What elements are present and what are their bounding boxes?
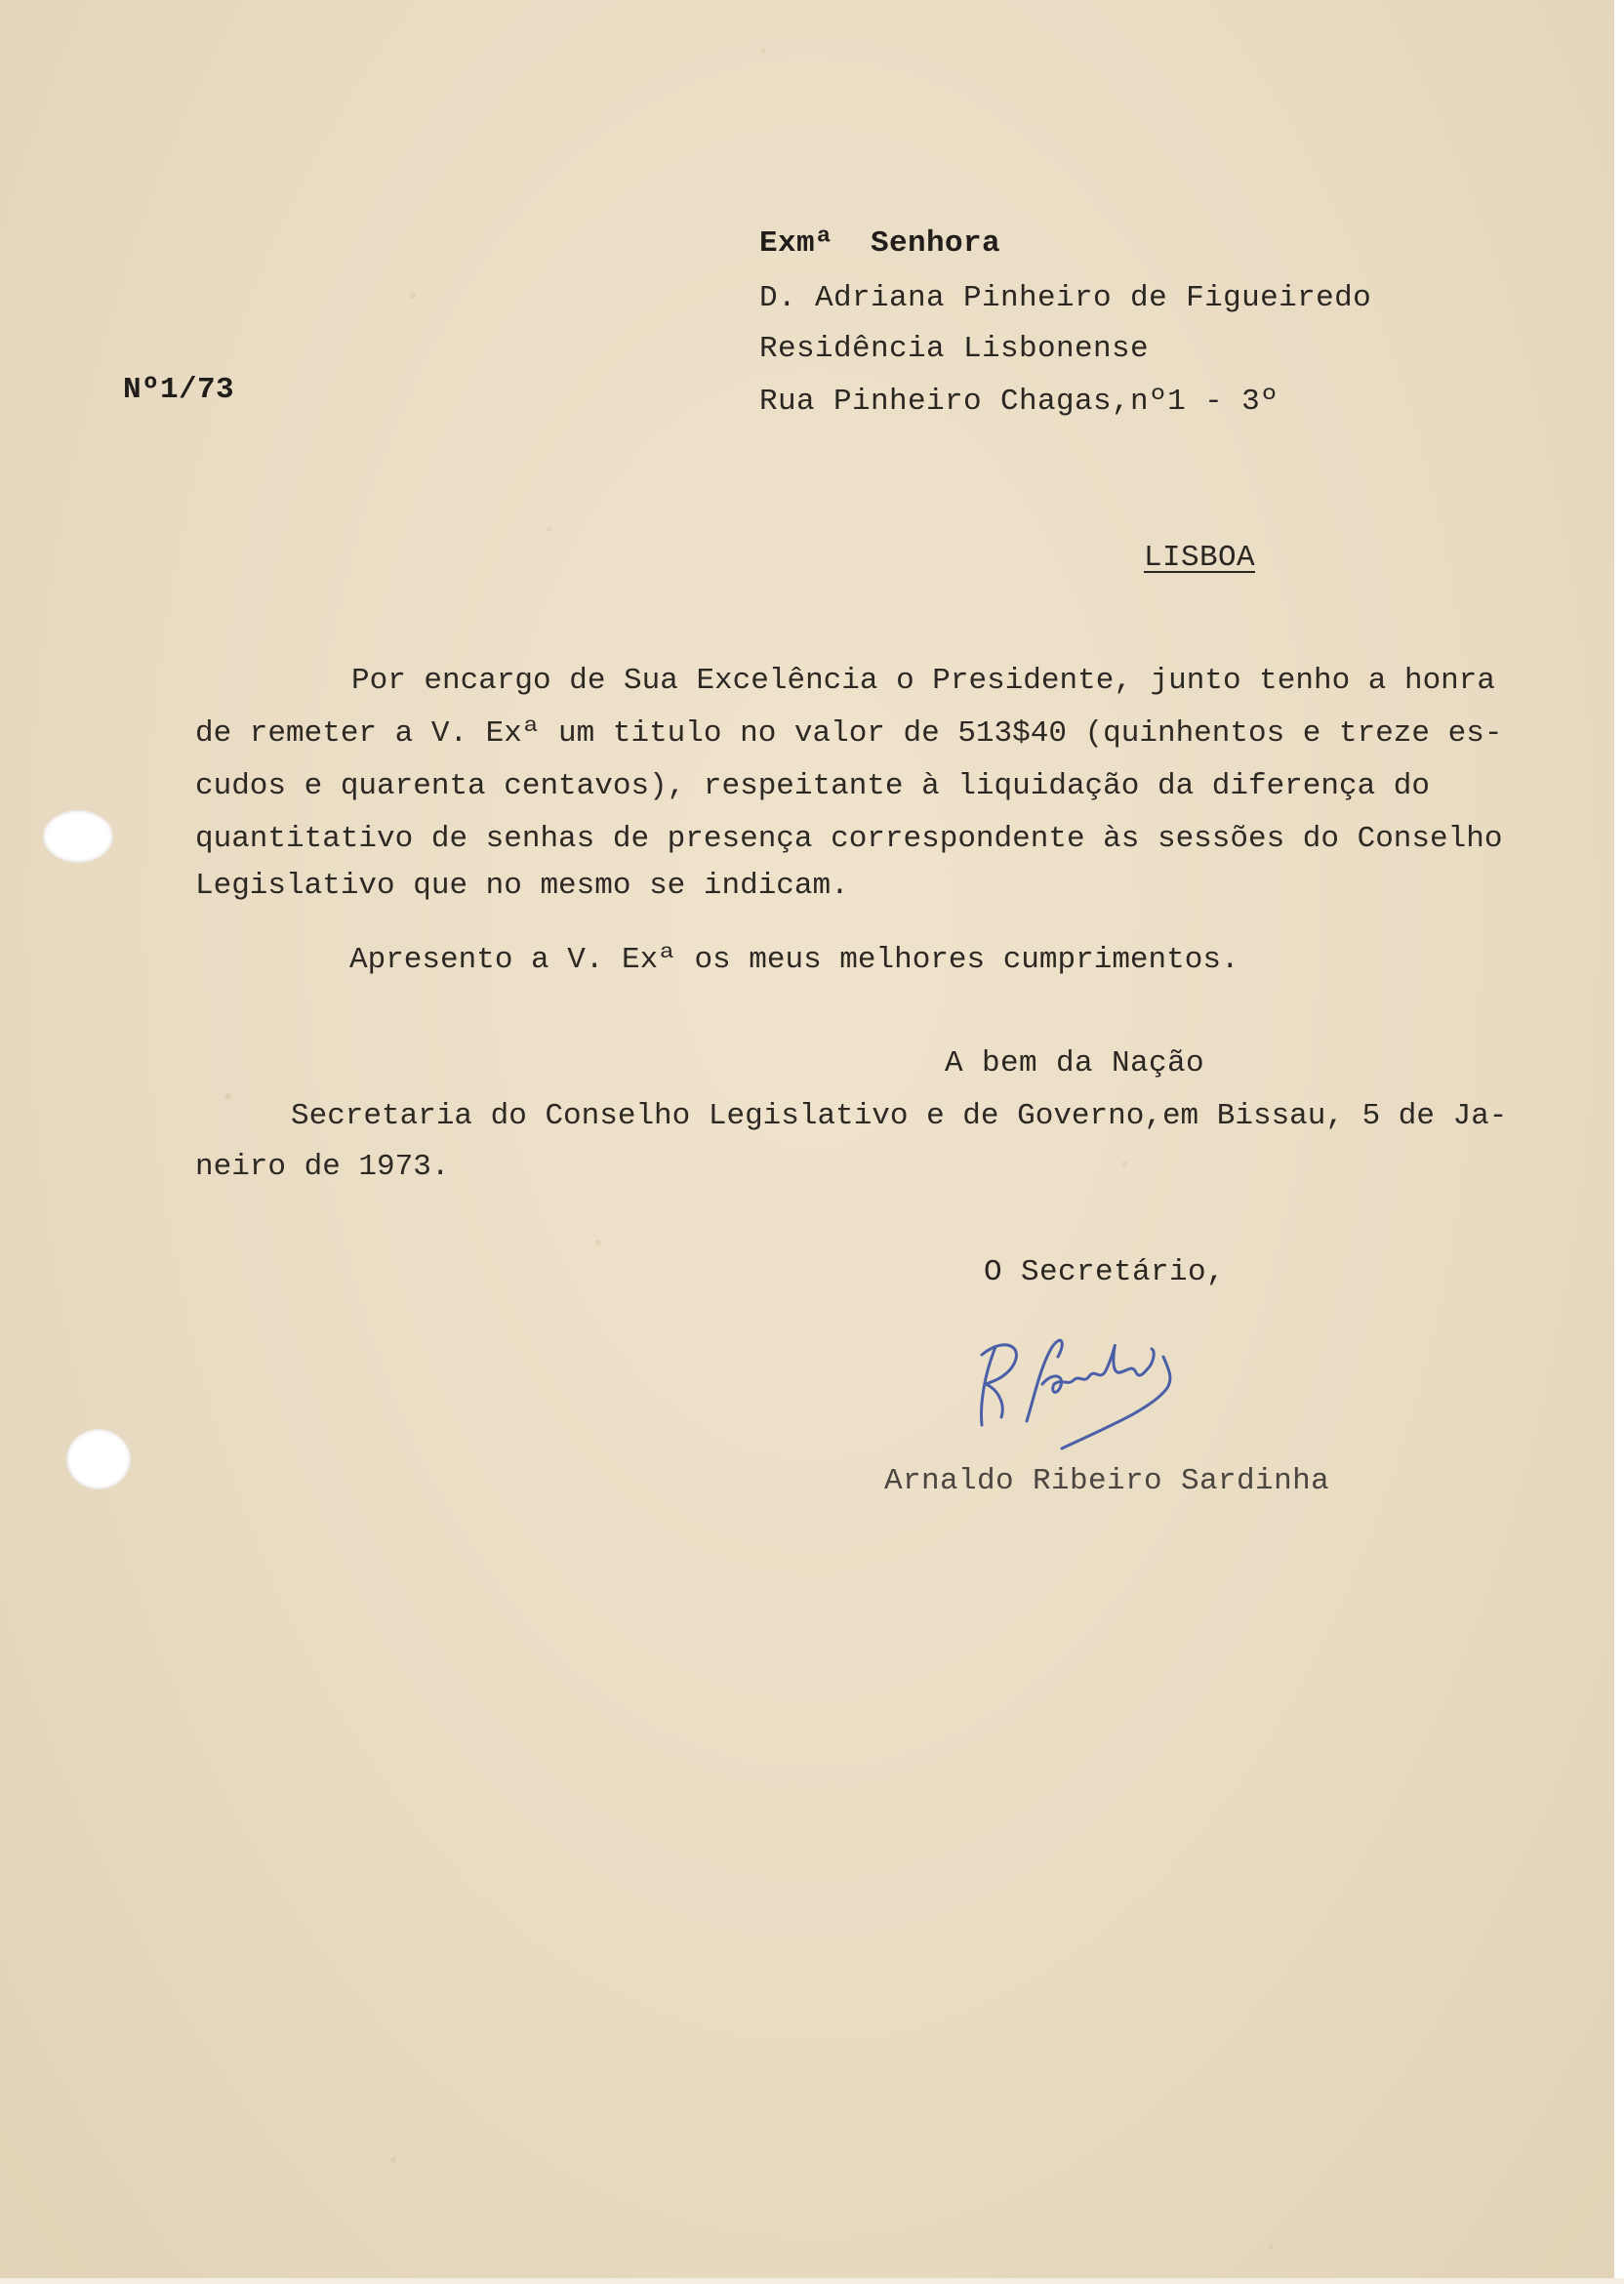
handwritten-signature	[956, 1327, 1220, 1464]
paper-speckle	[761, 49, 766, 54]
body-paragraph-closing-greeting: Apresento a V. Exª os meus melhores cumprimentos.	[349, 943, 1239, 977]
reference-number: Nº1/73	[123, 373, 235, 407]
recipient-institution: Residência Lisbonense	[759, 332, 1150, 366]
place-date-line: neiro de 1973.	[195, 1150, 450, 1184]
punch-hole	[43, 810, 113, 863]
recipient-city: LISBOA	[1144, 541, 1256, 575]
scan-edge-bottom	[0, 2278, 1624, 2284]
paper-speckle	[410, 293, 416, 299]
paper-speckle	[1122, 1162, 1127, 1166]
recipient-salutation: Exmª Senhora	[759, 226, 1001, 261]
body-line: Por encargo de Sua Excelência o Presidente, junto tenho a honra	[351, 664, 1495, 698]
place-date-line: Secretaria do Conselho Legislativo e de Governo,em Bissau, 5 de Ja-	[291, 1099, 1508, 1133]
paper-speckle	[1269, 2245, 1274, 2250]
paper-speckle	[390, 2157, 396, 2163]
recipient-address: Rua Pinheiro Chagas,nº1 - 3º	[759, 385, 1279, 419]
closing-motto: A bem da Nação	[945, 1046, 1205, 1081]
signer-title: O Secretário,	[984, 1255, 1226, 1289]
recipient-name: D. Adriana Pinheiro de Figueiredo	[759, 281, 1372, 315]
body-line: cudos e quarenta centavos), respeitante à liquidação da diferença do	[195, 769, 1431, 803]
body-line: de remeter a V. Exª um titulo no valor de 513$40 (quinhentos e treze es-	[195, 716, 1503, 751]
paper-speckle	[595, 1240, 601, 1245]
paper-speckle	[547, 527, 551, 532]
body-line: Legislativo que no mesmo se indicam.	[195, 869, 849, 903]
scan-edge-right	[1614, 0, 1624, 2284]
body-line: quantitativo de senhas de presença correspondente às sessões do Conselho	[195, 822, 1503, 856]
punch-hole	[66, 1429, 131, 1489]
signer-name: Arnaldo Ribeiro Sardinha	[884, 1464, 1330, 1498]
paper-speckle	[224, 1093, 231, 1100]
